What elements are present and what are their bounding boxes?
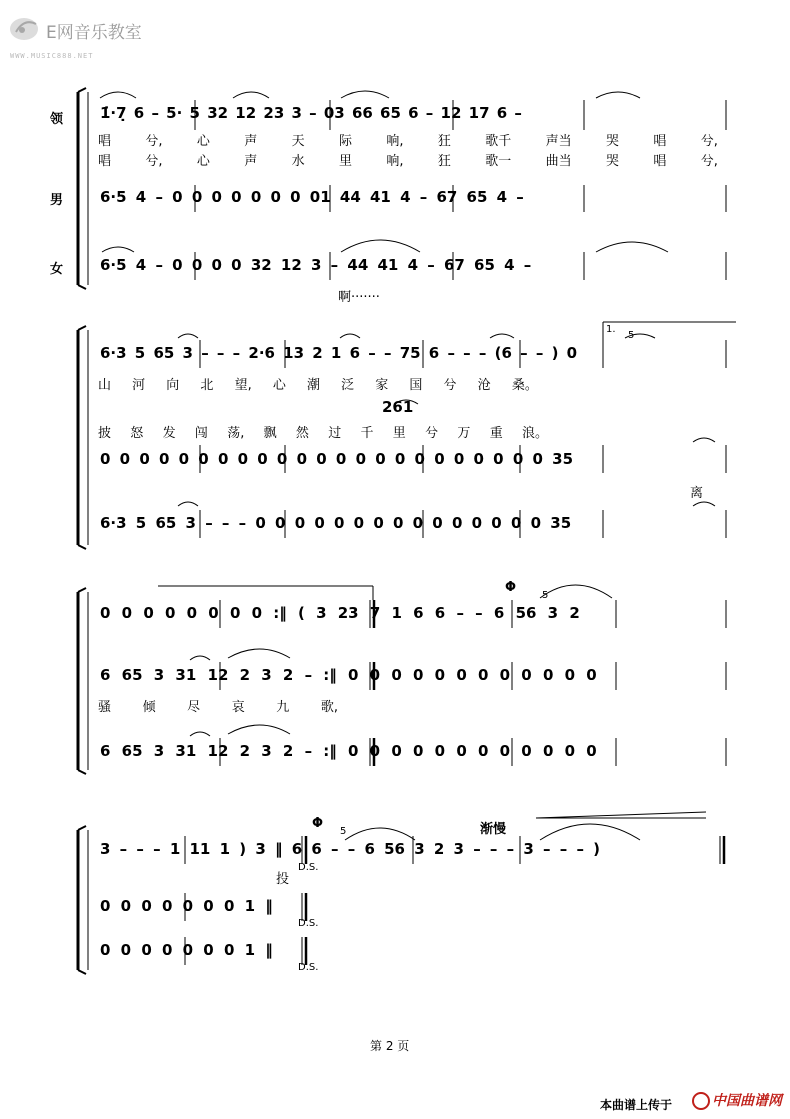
male-notes-system-1: 6·5 4 – 0 0 0 0 0 0 0 01 44 41 4 – 67 65 4 –	[100, 188, 524, 206]
female-lyric-system-1: 啊·······	[338, 290, 380, 305]
lyric-syllable: 兮	[443, 378, 457, 393]
lyric-syllable: 兮,	[700, 134, 718, 149]
lyric-syllable: 里	[392, 426, 406, 441]
lyric-syllable: 桑。	[511, 378, 538, 393]
grace-note-system-3: 5	[542, 590, 549, 601]
watermark-url: WWW.MUSIC888.NET	[10, 52, 94, 60]
lead-notes-system-2: 6·3 5 65 3 – – – 2·6 13 2 1 6 – – 75 6 – – – (6 – – ) 0	[100, 344, 578, 362]
lyric-syllable: 九	[276, 700, 290, 715]
source-logo	[692, 1090, 782, 1110]
lyric-syllable: 倾	[142, 700, 156, 715]
lyrics-verse-2-system-1	[98, 150, 718, 169]
lyric-syllable: 兮	[425, 426, 439, 441]
voice-label-male: 男	[50, 193, 64, 208]
grace-note-system-4: 5	[340, 826, 347, 837]
lyric-syllable: 声	[244, 154, 258, 169]
watermark-site-name: E网音乐教室	[46, 23, 142, 43]
lyric-syllable: 狂	[437, 134, 451, 149]
ds-mark-male: D.S.	[298, 918, 319, 929]
lyric-syllable: 响,	[386, 134, 404, 149]
lyric-syllable: 际	[339, 134, 353, 149]
male-notes-system-2: 0 0 0 0 0 0 0 0 0 0 0 0 0 0 0 0 0 0 0 0 0 0 0 35	[100, 450, 574, 468]
ds-mark-lead: D.S.	[298, 862, 319, 873]
lyric-syllable: 重	[489, 426, 503, 441]
lyric-syllable: 心	[272, 378, 286, 393]
lyric-syllable: 哭	[606, 154, 620, 169]
lyric-syllable: 沧	[477, 378, 491, 393]
lyric-syllable: 然	[295, 426, 309, 441]
lyrics-system-3	[98, 696, 338, 715]
lyric-syllable: 歌千	[485, 134, 512, 149]
page-number: 第 2 页	[370, 1039, 410, 1053]
lyric-syllable: 曲当	[545, 154, 572, 169]
lyric-syllable: 哭	[606, 134, 620, 149]
female-notes-system-2: 6·3 5 65 3 – – – 0 0 0 0 0 0 0 0 0 0 0 0 0 0 0 35	[100, 514, 572, 532]
female-notes-system-3: 6 65 3 31 12 2 3 2 – :‖ 0 0 0 0 0 0 0 0 0 0 0 0	[100, 742, 597, 760]
lyric-syllable: 潮	[306, 378, 320, 393]
lead-notes-system-1: 1̇·7̣ 6 – 5· 5 32 12 23 3 – 03 66 65 6 – 12 17 6 –	[100, 104, 522, 122]
lyric-syllable: 兮,	[145, 154, 163, 169]
lyric-syllable: 飘	[263, 426, 277, 441]
female-notes-system-1: 6·5 4 – 0 0 0 0 32 12 3 – 44 41 4 – 67 65 4 –	[100, 256, 532, 274]
lyric-system-4: 投	[276, 872, 290, 887]
lyric-syllable: 唱	[653, 134, 667, 149]
grace-note-system-2: 5	[628, 330, 635, 341]
lyric-syllable: 唱	[98, 134, 112, 149]
source-logo-icon	[692, 1092, 710, 1110]
upload-note: 本曲谱上传于	[600, 1098, 673, 1112]
lead-notes-system-3: 0 0 0 0 0 0 0 0 :‖ ( 3 23 7 1 6 6 – – 6 56 3 2	[100, 604, 580, 622]
lyric-syllable: 心	[196, 134, 210, 149]
lyric-syllable: 哀	[231, 700, 245, 715]
lyric-syllable: 北	[200, 378, 214, 393]
lyric-syllable: 千	[360, 426, 374, 441]
male-lyric-system-2: 离	[690, 486, 704, 501]
tempo-marking: 渐慢	[480, 822, 507, 837]
lyric-syllable: 怒	[130, 426, 144, 441]
lyric-syllable: 过	[328, 426, 342, 441]
lyric-syllable: 水	[291, 154, 305, 169]
male-notes-system-4: 0 0 0 0 0 0 0 1 ‖	[100, 897, 273, 915]
lyrics-verse-2-system-2	[98, 422, 548, 441]
lyric-syllable: 唱	[653, 154, 667, 169]
lyric-syllable: 向	[166, 378, 180, 393]
lyric-syllable: 兮,	[700, 154, 718, 169]
source-logo-text: 中国曲谱网	[712, 1093, 782, 1109]
ds-mark-female: D.S.	[298, 962, 319, 973]
lyric-syllable: 闯	[194, 426, 208, 441]
coda-sign-system-3: Φ	[505, 580, 517, 595]
lyric-syllable: 国	[409, 378, 423, 393]
lyric-syllable: 声当	[545, 134, 572, 149]
lead-notes-system-4: 3 – – – 1 11 1 ) 3 ‖ 6 6 – – 6 56 3 2 3 – – – 3 – – – )	[100, 840, 601, 858]
lyric-syllable: 狂	[437, 154, 451, 169]
lyric-syllable: 骚	[98, 700, 112, 715]
lyric-syllable: 泛	[341, 378, 355, 393]
voice-label-lead: 领	[50, 112, 64, 127]
lyric-syllable: 望,	[234, 378, 252, 393]
lyric-syllable: 兮,	[145, 134, 163, 149]
lyric-syllable: 披	[98, 426, 112, 441]
lyric-syllable: 尽	[187, 700, 201, 715]
male-notes-system-3: 6 65 3 31 12 2 3 2 – :‖ 0 0 0 0 0 0 0 0 0 0 0 0	[100, 666, 597, 684]
lyric-syllable: 里	[339, 154, 353, 169]
lyric-syllable: 歌一	[485, 154, 512, 169]
lyric-syllable: 发	[162, 426, 176, 441]
volta-bracket-label: 1.	[606, 324, 616, 335]
lyric-syllable: 声	[244, 134, 258, 149]
coda-sign-system-4: Φ	[312, 816, 324, 831]
lyric-syllable: 荡,	[227, 426, 245, 441]
lyric-syllable: 唱	[98, 154, 112, 169]
lyric-syllable: 歌,	[320, 700, 338, 715]
lyrics-verse-1-system-2	[98, 374, 538, 393]
lyric-syllable: 河	[132, 378, 146, 393]
lyric-syllable: 心	[196, 154, 210, 169]
lyric-syllable: 家	[375, 378, 389, 393]
lyrics-verse-1-system-1	[98, 130, 718, 149]
lyric-syllable: 浪。	[521, 426, 548, 441]
voice-label-female: 女	[50, 262, 64, 277]
lyric-syllable: 响,	[386, 154, 404, 169]
lyric-syllable: 山	[98, 378, 112, 393]
lyric-syllable: 万	[457, 426, 471, 441]
alt-notes-system-2: 261	[382, 398, 414, 416]
lyric-syllable: 天	[291, 134, 305, 149]
female-notes-system-4: 0 0 0 0 0 0 0 1 ‖	[100, 941, 273, 959]
